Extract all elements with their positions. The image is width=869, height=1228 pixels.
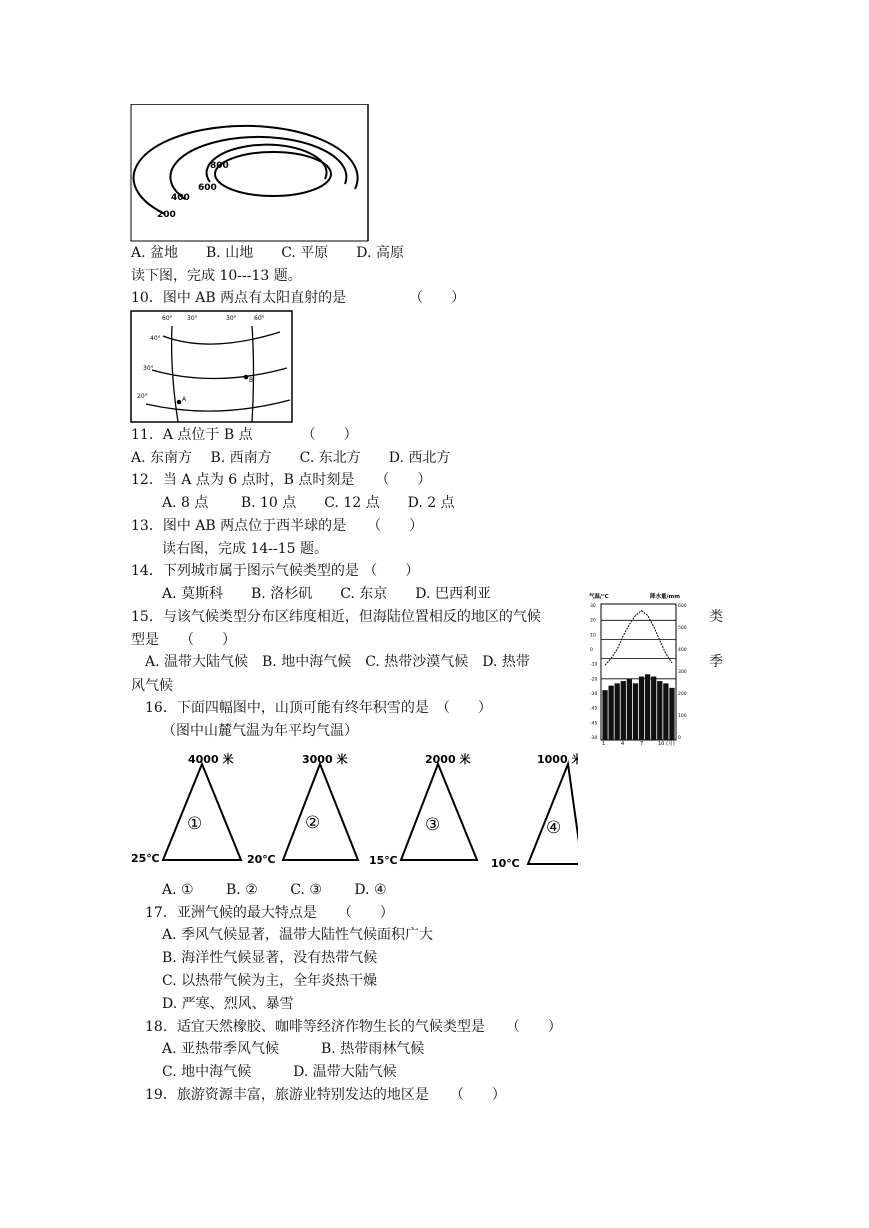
- left-tick-label: 30: [590, 604, 596, 609]
- precip-bar: [645, 674, 650, 740]
- q14: 14．下列城市属于图示气候类型的是 （ ）: [131, 563, 420, 579]
- temp-axis-label: 气温/℃: [589, 594, 609, 600]
- contour-map-figure: [130, 104, 370, 242]
- precip-bar: [621, 681, 626, 740]
- contour-label-600: 600: [198, 183, 217, 193]
- right-tick-label: 300: [678, 670, 687, 675]
- q17: 17．亚洲气候的最大特点是 （ ）: [145, 905, 394, 921]
- latlong-map-figure: [130, 310, 293, 423]
- left-tick-label: -30: [590, 736, 598, 741]
- contour-label-400: 400: [171, 193, 190, 203]
- temperature-line: [605, 611, 672, 665]
- mountain-3-height: 2000 米: [425, 753, 471, 766]
- q15-options-end: 季: [709, 654, 723, 670]
- x-tick-4: 4: [621, 741, 625, 746]
- mountain-3-outline: [401, 764, 477, 860]
- q17-option-d: D. 严寒、烈风、暴雪: [162, 996, 294, 1012]
- point-a-marker: [177, 400, 182, 405]
- left-tick-label: 20: [590, 618, 596, 624]
- lat-label-20: 20°: [137, 393, 148, 400]
- q13: 13．图中 AB 两点位于西半球的是 （ ）: [131, 518, 424, 534]
- mountain-2-outline: [283, 764, 358, 860]
- intro-14-15: 读右图，完成 14--15 题。: [162, 541, 328, 557]
- q15-line1: 15．与该气候类型分布区纬度相近，但海陆位置相反的地区的气候: [131, 609, 541, 625]
- q19: 19．旅游资源丰富，旅游业特别发达的地区是 （ ）: [145, 1087, 506, 1103]
- left-tick-label: -45: [590, 706, 598, 712]
- q11: 11．A 点位于 B 点 （ ）: [131, 427, 358, 443]
- q17-option-c: C. 以热带气候为主，全年炎热干燥: [162, 973, 378, 989]
- lat-label-30: 30°: [143, 365, 154, 372]
- mountain-4-outline: [528, 764, 578, 864]
- left-tick-label: 10: [590, 633, 596, 639]
- q10: 10．图中 AB 两点有太阳直射的是 （ ）: [131, 290, 466, 306]
- mountain-2-height: 3000 米: [302, 753, 348, 766]
- x-tick-10: 10 (月): [658, 741, 675, 746]
- left-tick-label: 0: [590, 648, 593, 653]
- precip-bar: [651, 677, 656, 740]
- left-tick-label: -30: [590, 692, 598, 697]
- contour-label-200: 200: [157, 210, 176, 220]
- point-a-label: A: [182, 396, 187, 403]
- right-tick-label: 600: [678, 604, 687, 609]
- precip-bar: [669, 688, 674, 740]
- left-tick-label: -20: [590, 677, 598, 683]
- q15-options: A. 温带大陆气候 B. 地中海气候 C. 热带沙漠气候 D. 热带: [145, 654, 530, 670]
- climate-chart: [588, 592, 692, 746]
- intro-10-13: 读下图，完成 10---13 题。: [131, 268, 302, 284]
- point-b-label: B: [249, 377, 254, 384]
- mountain-1-outline: [163, 764, 241, 860]
- q9-options: A. 盆地 B. 山地 C. 平原 D. 高原: [131, 245, 404, 261]
- precip-bar: [657, 681, 662, 740]
- point-b-marker: [244, 375, 249, 380]
- q12: 12．当 A 点为 6 点时，B 点时刻是 （ ）: [131, 472, 432, 488]
- mountain-1-base-temp: 25℃: [131, 852, 160, 865]
- mountain-2-number: ②: [305, 813, 321, 833]
- mountain-4-height: 1000 米: [537, 753, 578, 766]
- left-tick-label: -10: [590, 662, 598, 668]
- q18: 18．适宜天然橡胶、咖啡等经济作物生长的气候类型是 （ ）: [145, 1019, 562, 1035]
- q11-options: A. 东南方 B. 西南方 C. 东北方 D. 西北方: [131, 450, 451, 466]
- right-tick-label: 500: [678, 626, 687, 631]
- right-tick-label: 0: [678, 736, 681, 741]
- right-tick-label: 400: [678, 648, 687, 653]
- q17-option-b: B. 海洋性气候显著，没有热带气候: [162, 950, 378, 966]
- left-tick-label: -45: [590, 721, 598, 727]
- precip-bar: [633, 683, 638, 740]
- q16-options: A. ① B. ② C. ③ D. ④: [162, 882, 387, 898]
- mountain-2-base-temp: 20℃: [247, 853, 276, 866]
- precip-bar: [615, 683, 620, 740]
- mountain-1-number: ①: [187, 814, 203, 834]
- contour-label-800: 800: [210, 161, 229, 171]
- mountains-figure: [130, 750, 578, 870]
- mountain-1-height: 4000 米: [188, 753, 234, 766]
- right-tick-label: 200: [678, 692, 687, 697]
- x-tick-1: 1: [602, 741, 606, 746]
- mountain-4-number: ④: [546, 818, 562, 838]
- mountain-3-number: ③: [425, 815, 441, 835]
- q18-options-cd: C. 地中海气候 D. 温带大陆气候: [162, 1064, 397, 1080]
- q17-option-a: A. 季风气候显著，温带大陆性气候面积广大: [162, 927, 434, 943]
- q18-options-ab: A. 亚热带季风气候 B. 热带雨林气候: [162, 1041, 425, 1057]
- q12-options: A. 8 点 B. 10 点 C. 12 点 D. 2 点: [162, 495, 455, 511]
- precip-bar: [627, 679, 632, 740]
- lon-label-1: 60°: [162, 315, 173, 322]
- q15-line2: 型是 （ ）: [131, 632, 236, 648]
- q14-options: A. 莫斯科 B. 洛杉矶 C. 东京 D. 巴西利亚: [162, 586, 491, 602]
- precip-bar: [663, 683, 668, 740]
- right-tick-label: 100: [678, 714, 687, 719]
- lon-label-2: 30°: [187, 315, 198, 322]
- x-tick-7: 7: [640, 741, 644, 746]
- lat-label-40: 40°: [150, 335, 161, 342]
- q16: 16．下面四幅图中，山顶可能有终年积雪的是 （ ）: [145, 700, 492, 716]
- q15-line4: 风气候: [131, 678, 173, 694]
- precip-bar: [639, 677, 644, 740]
- q15-line1-end: 类: [709, 609, 723, 625]
- mountain-3-base-temp: 15℃: [369, 854, 398, 867]
- mountain-4-base-temp: 10℃: [491, 857, 520, 870]
- q16-note: （图中山麓气温为年平均气温）: [162, 723, 358, 739]
- lon-label-4: 60°: [254, 315, 265, 322]
- precip-axis-label: 降水量/mm: [650, 594, 680, 600]
- precip-bar: [602, 690, 607, 740]
- lon-label-3: 30°: [226, 315, 237, 322]
- precip-bar: [608, 686, 613, 740]
